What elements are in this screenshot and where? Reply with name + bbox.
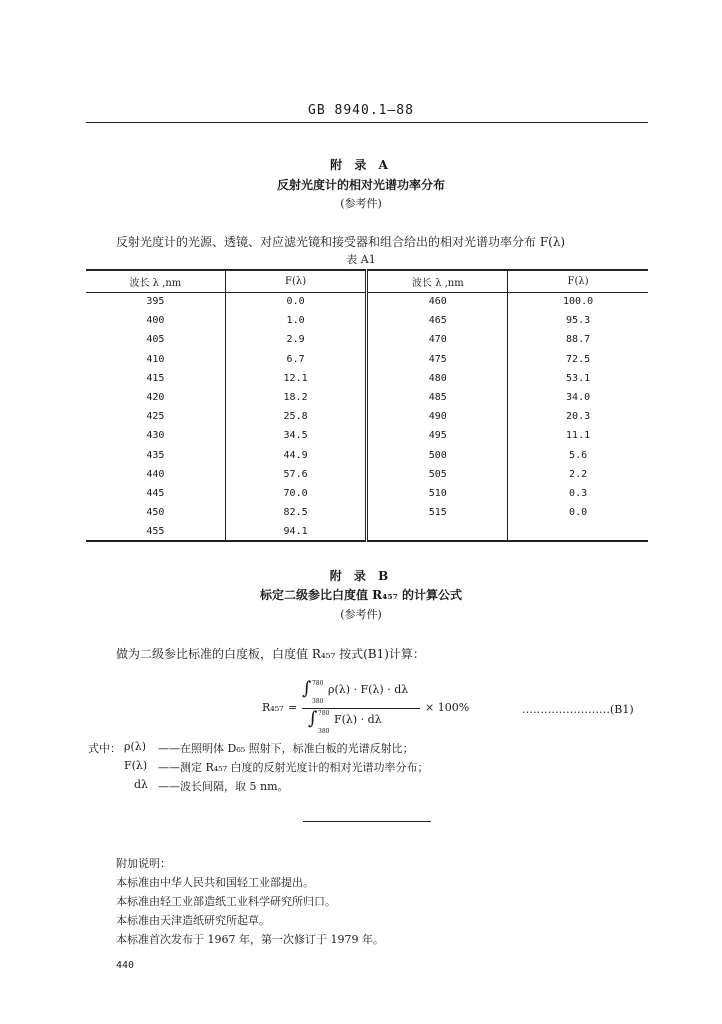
table-row: [86, 330, 648, 349]
denominator-upper-limit: 780: [318, 710, 330, 717]
cell-wavelength: 455: [86, 522, 225, 541]
col-f-lambda-2: F(λ): [508, 270, 648, 292]
formula-times-percent: × 100%: [425, 701, 470, 714]
table-row: [86, 369, 648, 388]
cell-f-lambda: 0.3: [569, 487, 588, 499]
table-row: [86, 446, 648, 465]
whiteness-formula: [262, 680, 482, 740]
spectral-power-table: [86, 269, 648, 542]
formula-numerator: ρ(λ) · F(λ) · dλ: [328, 683, 409, 696]
cell-f-lambda: 95.3: [566, 315, 591, 327]
table-row: [86, 484, 648, 503]
cell-f-lambda: 2.9: [225, 330, 367, 349]
cell-f-lambda: 34.5: [225, 426, 367, 445]
cell-wavelength: 430: [86, 426, 225, 445]
cell-wavelength: 435: [86, 446, 225, 465]
cell-f-lambda: 25.8: [225, 407, 367, 426]
page-number: 440: [116, 960, 135, 971]
cell-wavelength: 465: [367, 311, 508, 330]
table-row: [86, 311, 648, 330]
appendix-b-intro: 做为二级参比标准的白度板，白度值 R₄₅₇ 按式(B1)计算：: [116, 647, 425, 661]
formula-tag: ……………………(B1): [522, 703, 634, 716]
table-row: [86, 426, 648, 445]
cell-wavelength: [367, 522, 508, 541]
cell-wavelength: 490: [367, 407, 508, 426]
where-lead: 式中：: [88, 742, 121, 755]
note-line: 本标准首次发布于 1967 年，第一次修订于 1979 年。: [116, 933, 384, 946]
table-row: [86, 350, 648, 369]
cell-wavelength: 475: [367, 350, 508, 369]
cell-wavelength: 405: [86, 330, 225, 349]
cell-f-lambda: 34.0: [566, 392, 591, 404]
col-wavelength-1: 波长 λ ,nm: [86, 270, 225, 292]
cell-f-lambda: 0.0: [569, 507, 588, 519]
note-line: 本标准由轻工业部造纸工业科学研究所归口。: [116, 895, 336, 908]
formula-lhs: R₄₅₇: [262, 701, 284, 714]
cell-f-lambda: 12.1: [225, 369, 367, 388]
cell-f-lambda: 2.2: [569, 468, 588, 480]
appendix-a-title: 反射光度计的相对光谱功率分布: [276, 178, 445, 192]
header-rule: [86, 122, 648, 123]
cell-f-lambda: 11.1: [566, 430, 591, 442]
cell-wavelength: 400: [86, 311, 225, 330]
cell-f-lambda: 5.6: [569, 449, 588, 461]
col-wavelength-2: 波长 λ ,nm: [367, 270, 508, 292]
note-line: 本标准由中华人民共和国轻工业部提出。: [116, 876, 314, 889]
appendix-b-note: (参考件): [340, 608, 382, 621]
numerator-lower-limit: 380: [312, 698, 324, 705]
cell-wavelength: 420: [86, 388, 225, 407]
cell-f-lambda: 1.0: [225, 311, 367, 330]
col-f-lambda-1: F(λ): [225, 270, 367, 292]
numerator-upper-limit: 780: [312, 680, 324, 687]
cell-wavelength: 410: [86, 350, 225, 369]
cell-f-lambda: [508, 522, 648, 541]
table-row: [86, 503, 648, 522]
appendix-b-heading: 附 录 B: [329, 569, 393, 583]
note-line: 本标准由天津造纸研究所起草。: [116, 914, 270, 927]
numerator-integral-sign: ∫: [302, 678, 312, 699]
table-row: [86, 465, 648, 484]
cell-f-lambda: 94.1: [225, 522, 367, 541]
denominator-lower-limit: 380: [318, 728, 330, 735]
cell-f-lambda: 20.3: [566, 411, 591, 423]
cell-wavelength: 450: [86, 503, 225, 522]
cell-f-lambda: 82.5: [225, 503, 367, 522]
cell-wavelength: 415: [86, 369, 225, 388]
table-caption: 表 A1: [346, 253, 376, 266]
cell-f-lambda: 53.1: [566, 372, 591, 384]
appendix-a-note: (参考件): [340, 197, 382, 210]
cell-wavelength: 505: [367, 465, 508, 484]
table-row: [86, 292, 648, 311]
cell-wavelength: 485: [367, 388, 508, 407]
appendix-a-heading: 附 录 A: [330, 158, 392, 172]
table-row: [86, 522, 648, 541]
notes-heading: 附加说明：: [116, 857, 171, 870]
appendix-b-title: 标定二级参比白度值 R₄₅₇ 的计算公式: [259, 588, 463, 602]
cell-wavelength: 500: [367, 446, 508, 465]
where-symbol-dlambda: dλ: [134, 778, 149, 791]
cell-wavelength: 470: [367, 330, 508, 349]
cell-wavelength: 480: [367, 369, 508, 388]
where-text-f: ——测定 R₄₅₇ 白度的反射光度计的相对光谱功率分布；: [158, 761, 429, 774]
cell-wavelength: 395: [86, 292, 225, 311]
cell-f-lambda: 6.7: [225, 350, 367, 369]
cell-f-lambda: 57.6: [225, 465, 367, 484]
cell-f-lambda: 44.9: [225, 446, 367, 465]
cell-wavelength: 440: [86, 465, 225, 484]
table-header-row: [86, 270, 648, 292]
cell-f-lambda: 70.0: [225, 484, 367, 503]
where-text-rho: ——在照明体 D₆₅ 照射下，标准白板的光谱反射比；: [158, 742, 414, 755]
section-divider: [303, 821, 431, 822]
cell-wavelength: 445: [86, 484, 225, 503]
formula-denominator: F(λ) · dλ: [334, 713, 382, 726]
cell-f-lambda: 72.5: [566, 353, 591, 365]
cell-f-lambda: 18.2: [225, 388, 367, 407]
cell-wavelength: 495: [367, 426, 508, 445]
table-row: [86, 407, 648, 426]
cell-f-lambda: 0.0: [225, 292, 367, 311]
cell-f-lambda: 88.7: [566, 334, 591, 346]
cell-wavelength: 510: [367, 484, 508, 503]
formula-equals: =: [288, 701, 298, 714]
cell-wavelength: 515: [367, 503, 508, 522]
where-symbol-f: F(λ): [124, 759, 148, 772]
cell-wavelength: 425: [86, 407, 225, 426]
table-row: [86, 388, 648, 407]
where-symbol-rho: ρ(λ): [124, 740, 147, 753]
where-text-dlambda: ——波长间隔，取 5 nm。: [158, 780, 289, 793]
denominator-integral-sign: ∫: [308, 708, 318, 729]
standard-code: GB 8940.1—88: [308, 103, 414, 118]
appendix-a-intro: 反射光度计的光源、透镜、对应滤光镜和接受器和组合给出的相对光谱功率分布 F(λ): [116, 235, 566, 249]
cell-f-lambda: 100.0: [563, 296, 594, 308]
fraction-bar: [302, 708, 420, 709]
cell-wavelength: 460: [367, 292, 508, 311]
